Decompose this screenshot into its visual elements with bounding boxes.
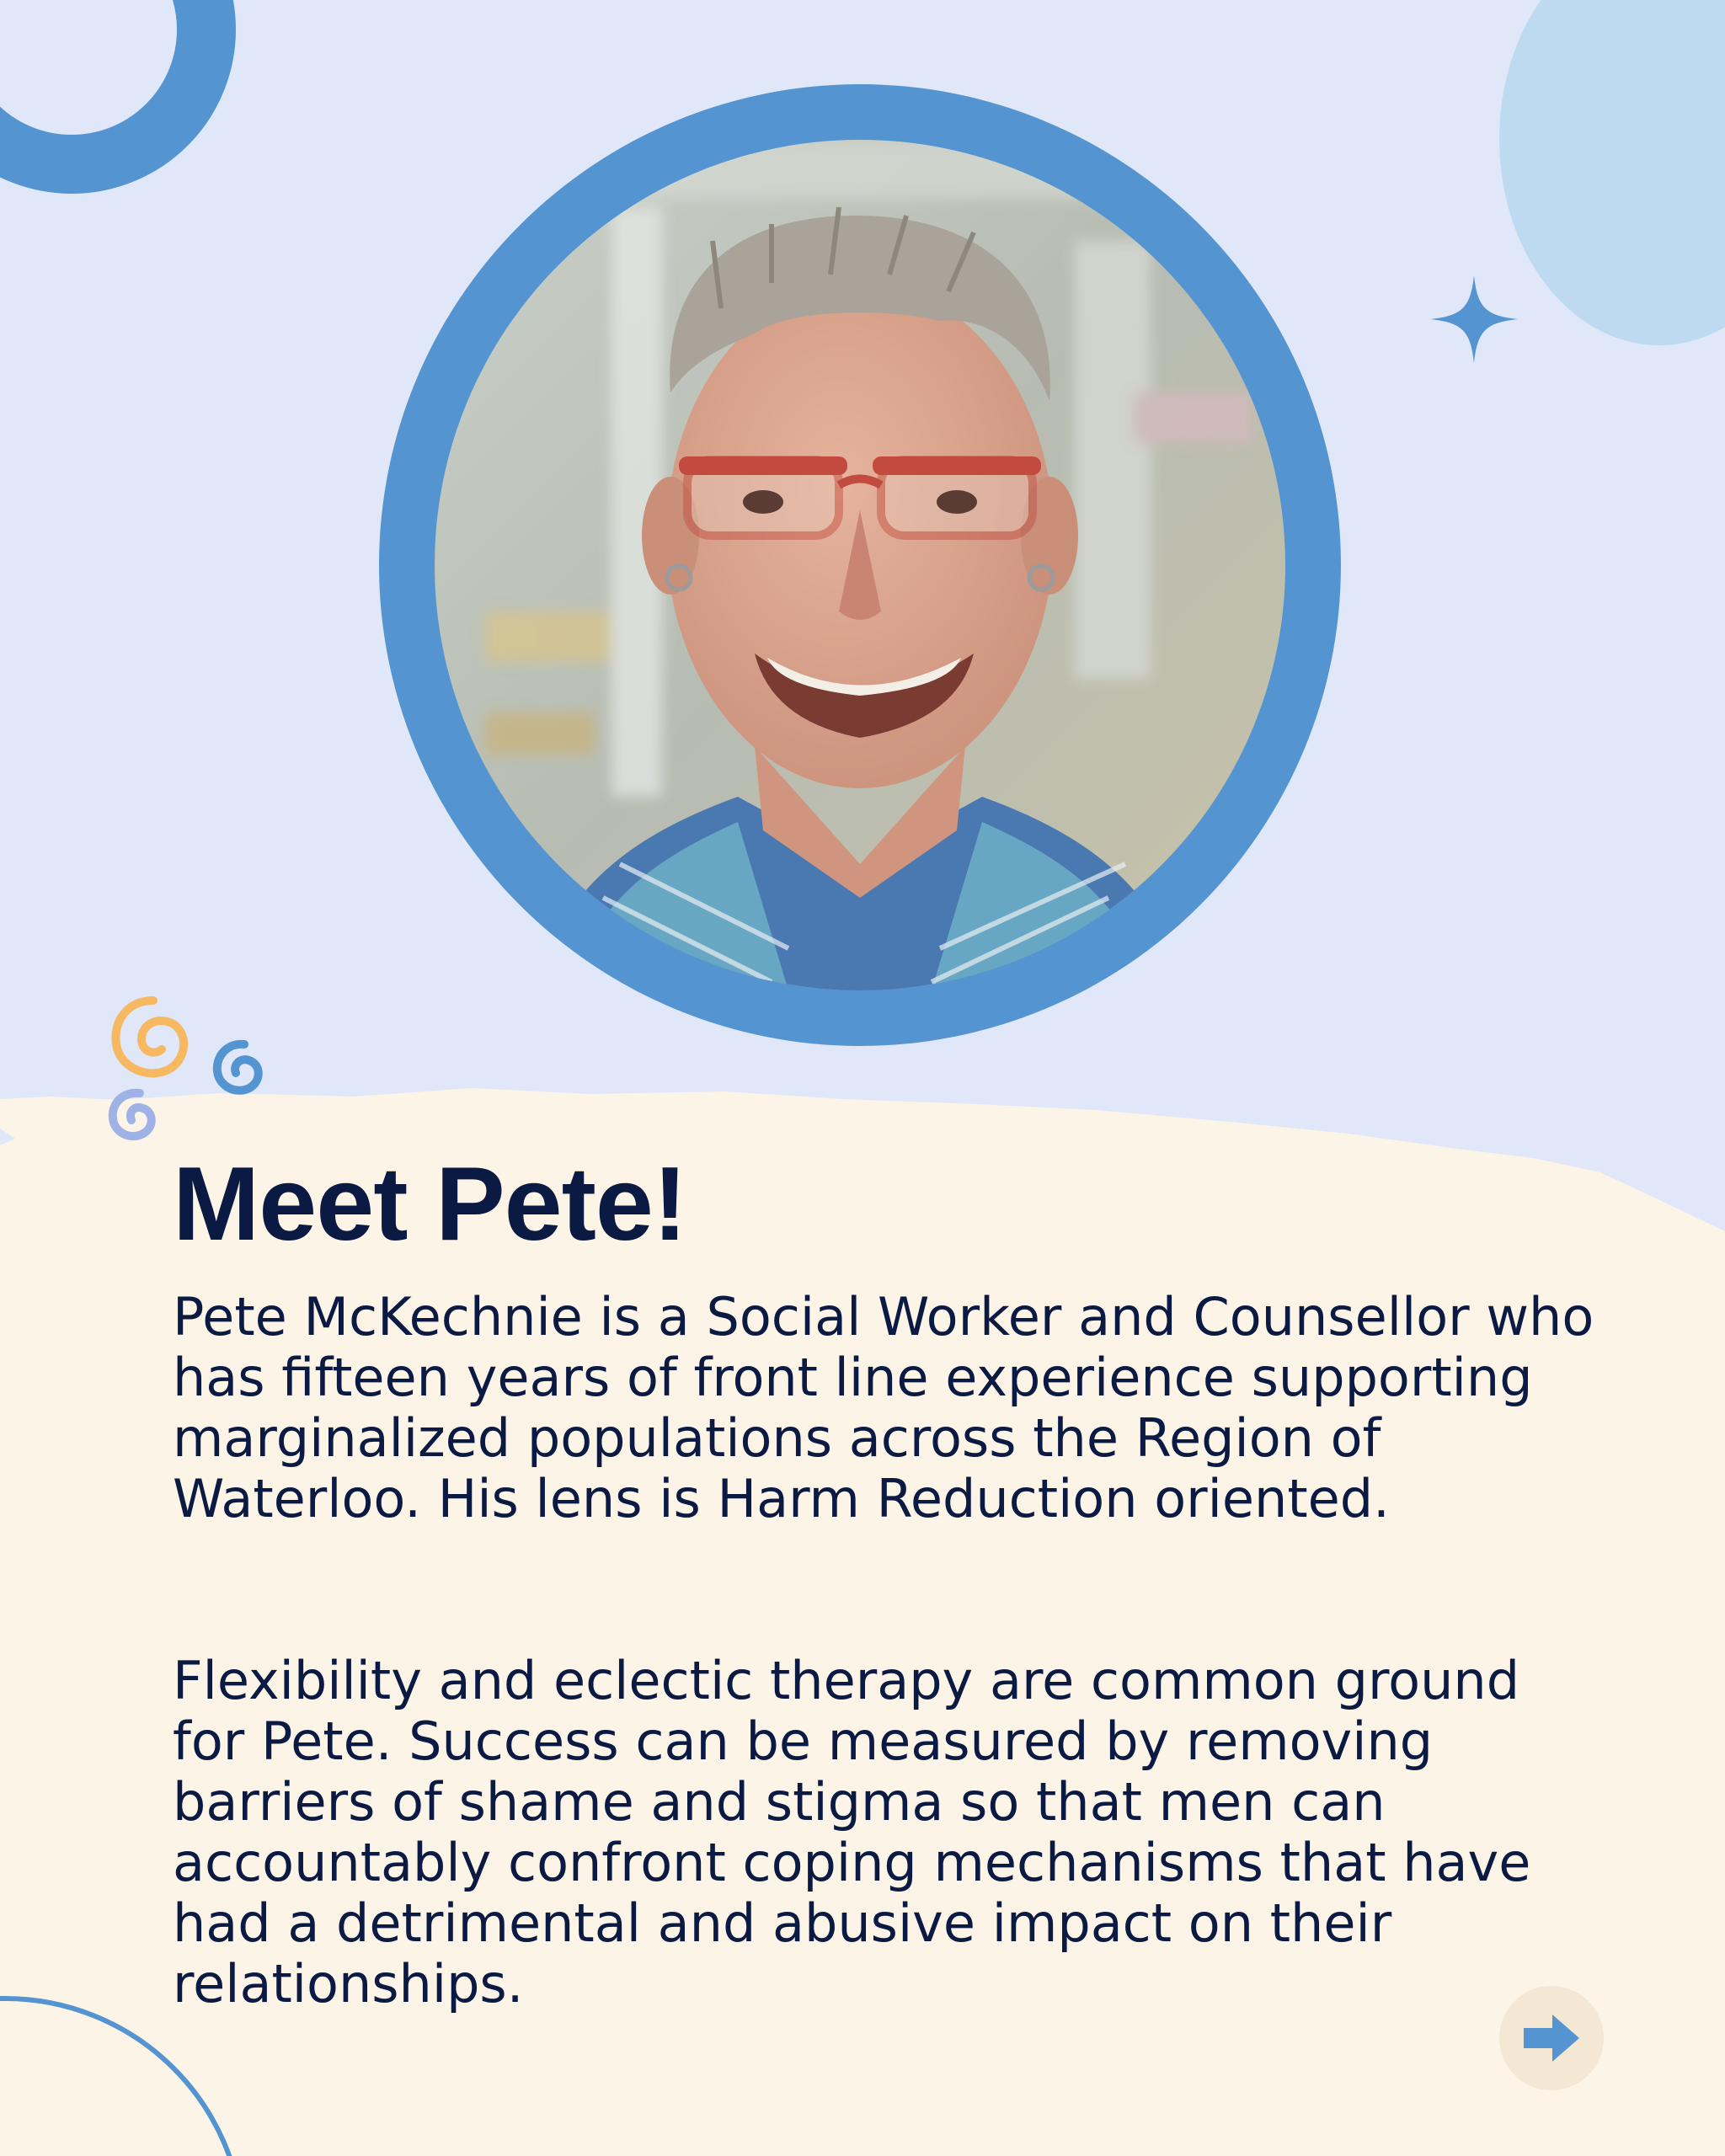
next-button[interactable]	[1499, 1986, 1604, 2090]
swirl-icon	[101, 994, 286, 1162]
bio-paragraph-1: Pete McKechnie is a Social Worker and Counsellor who has fifteen years of front line experience supporting marginalized populations across the Region of Waterloo. His lens is Harm Reduction oriented.	[173, 1286, 1594, 1529]
bio-paragraph-2: Flexibility and eclectic therapy are common ground for Pete. Success can be measured by removing barriers of shame and stigma so that men can accountably confront coping mechanisms that have had a detrimental and abusive impact on their relationships.	[173, 1650, 1531, 2015]
page-title: Meet Pete!	[173, 1146, 687, 1262]
arrow-right-icon	[1520, 2011, 1583, 2065]
